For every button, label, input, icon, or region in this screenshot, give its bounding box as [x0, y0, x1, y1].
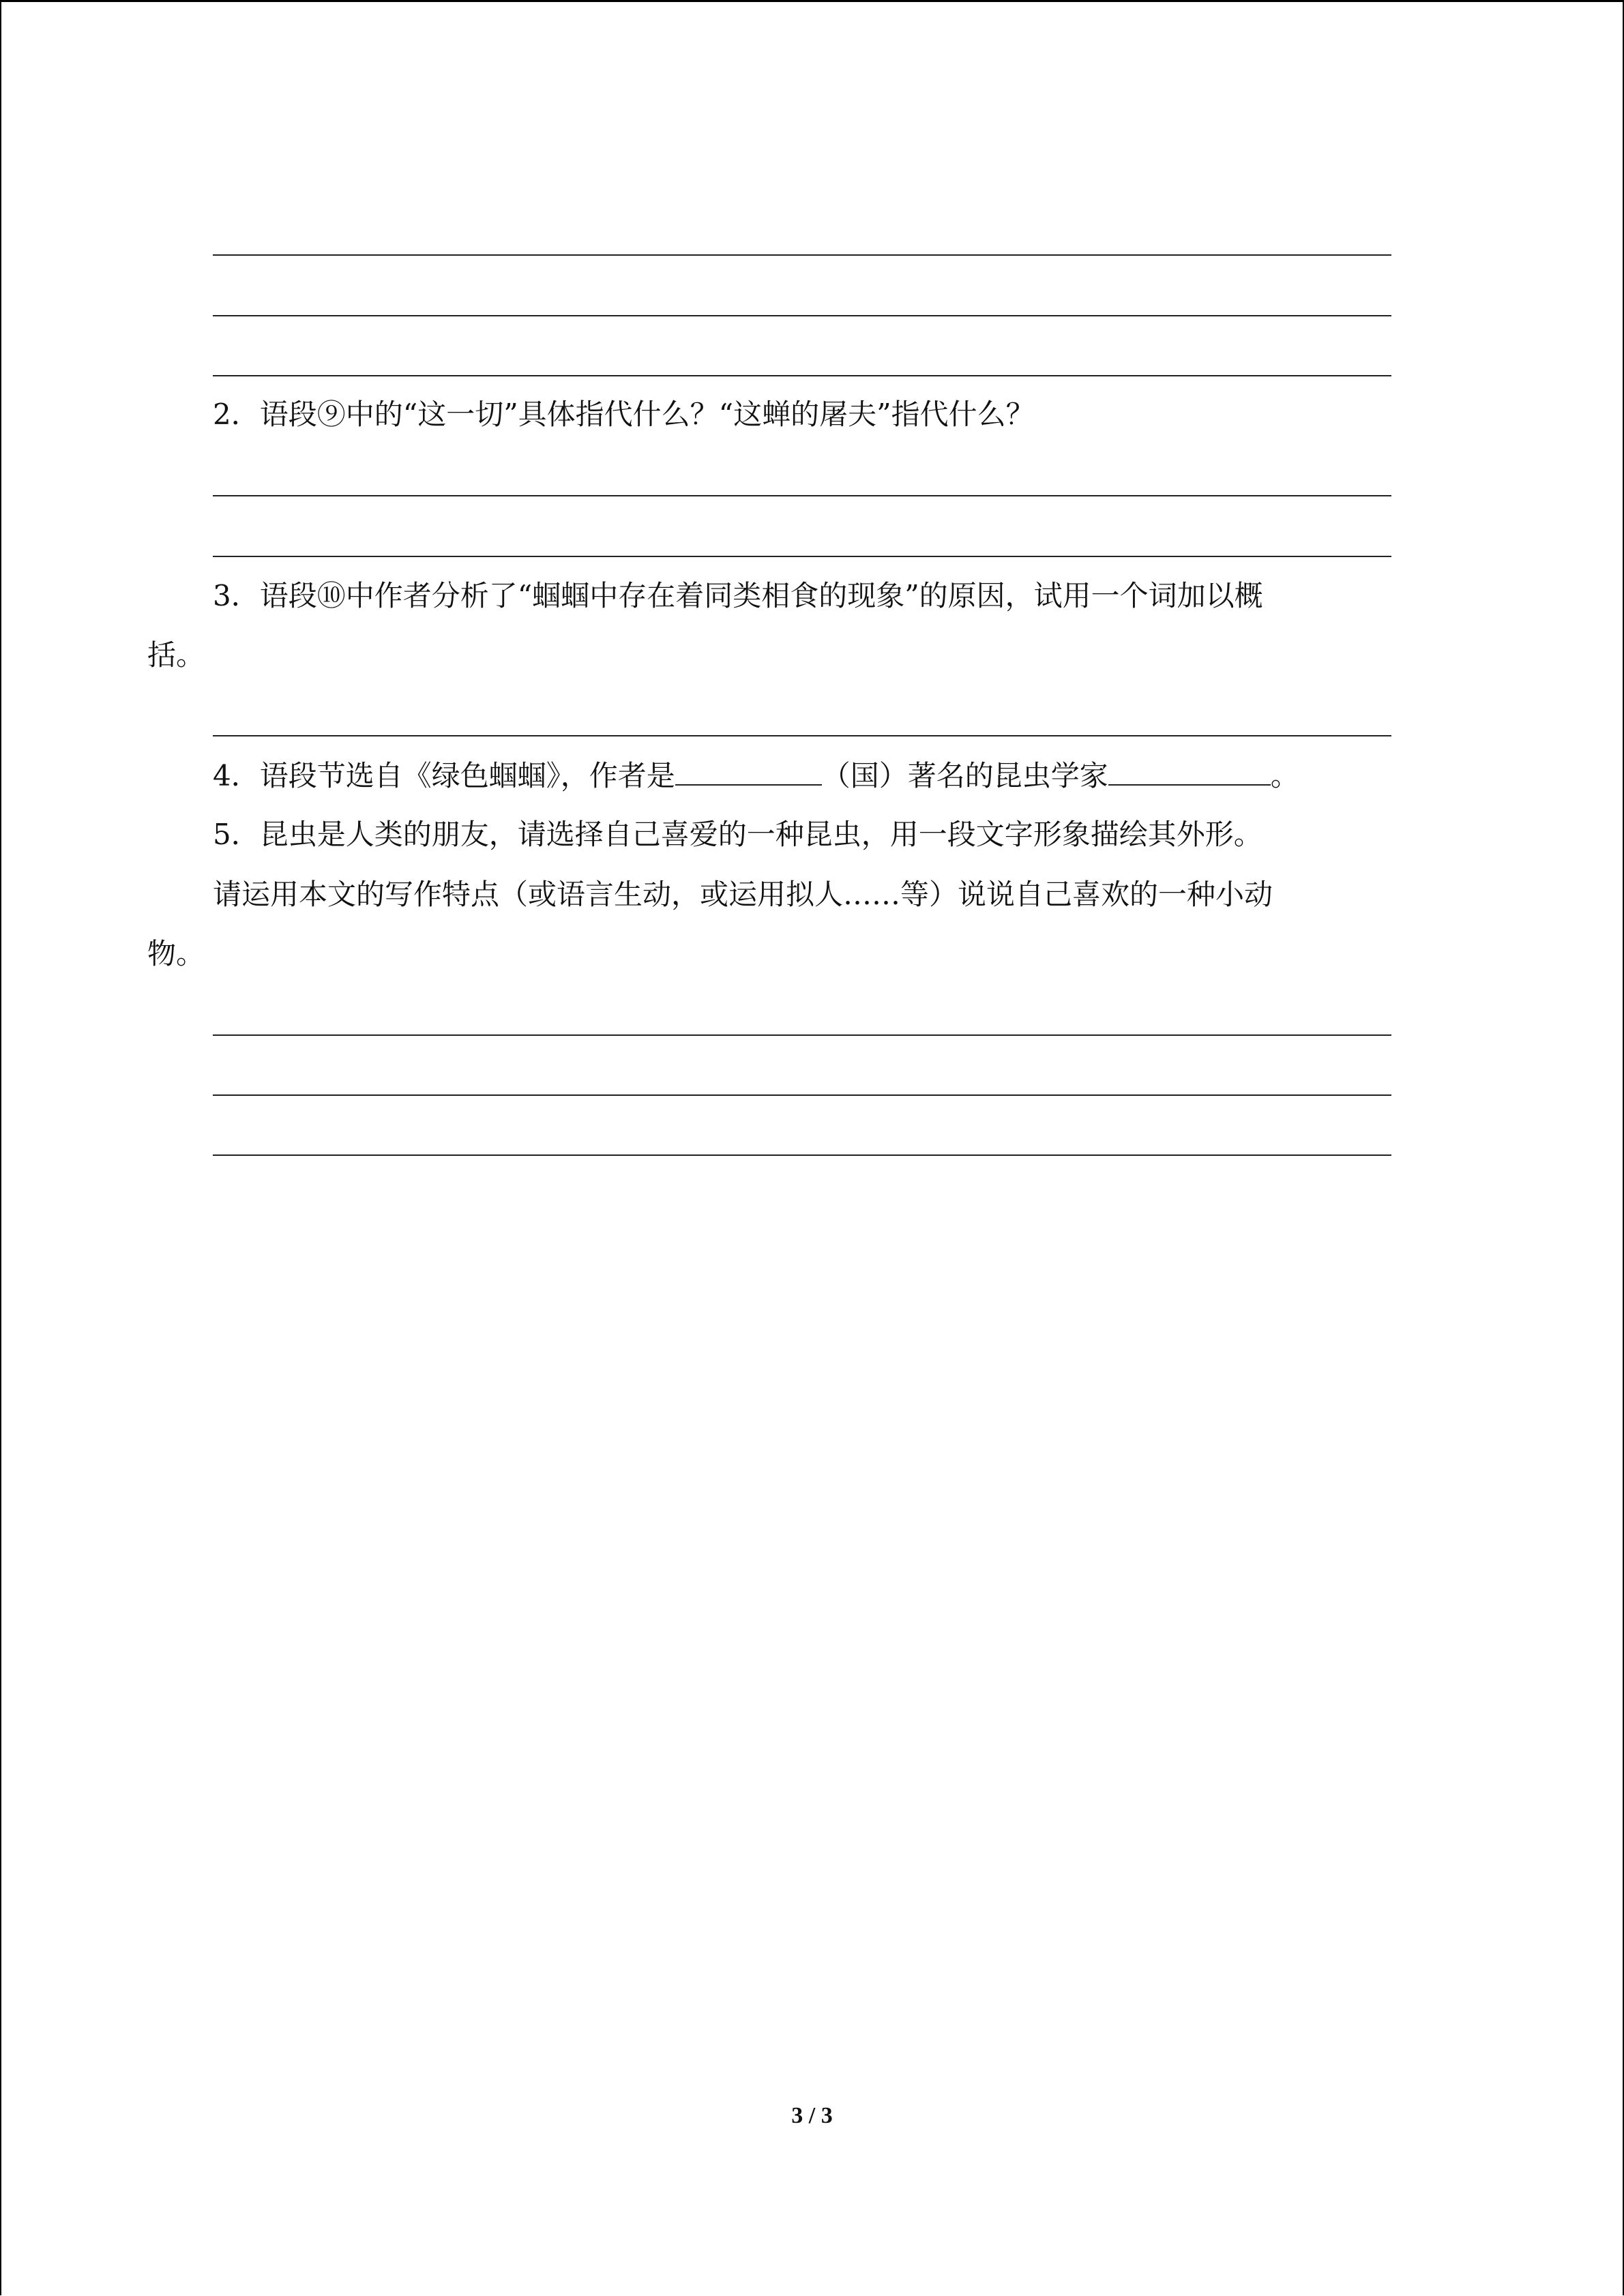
answer-line[interactable] — [213, 495, 1391, 496]
answer-line[interactable] — [213, 254, 1391, 256]
author-name-blank[interactable] — [1108, 757, 1271, 786]
question-4-part1: 4．语段节选自《绿色蝈蝈》，作者是 — [213, 759, 675, 792]
question-6-text: 请运用本文的写作特点（或语言生动，或运用拟人……等）说说自己喜欢的一种小动 — [213, 878, 1273, 911]
page-number: 3 / 3 — [791, 2103, 833, 2128]
question-2-text: 2．语段⑨中的“这一切”具体指代什么？“这蝉的屠夫”指代什么？ — [213, 398, 1035, 431]
question-4-text — [213, 757, 1299, 794]
answer-line[interactable] — [213, 735, 1391, 736]
answer-line[interactable] — [213, 375, 1391, 376]
answer-line[interactable] — [213, 1094, 1391, 1096]
answer-line[interactable] — [213, 315, 1391, 316]
answer-line[interactable] — [213, 556, 1391, 557]
question-4-part2: （国）著名的昆虫学家 — [821, 759, 1108, 792]
question-4-part3: 。 — [1270, 759, 1299, 792]
question-3-text: 3．语段⑩中作者分析了“蝈蝈中存在着同类相食的现象”的原因，试用一个词加以概 — [213, 579, 1263, 612]
answer-line[interactable] — [213, 1154, 1391, 1156]
question-5-text: 5．昆虫是人类的朋友，请选择自己喜爱的一种昆虫，用一段文字形象描绘其外形。 — [213, 818, 1263, 851]
question-3-continuation: 括。 — [147, 638, 205, 672]
author-country-blank[interactable] — [675, 757, 822, 786]
answer-line[interactable] — [213, 1034, 1391, 1036]
question-6-continuation: 物。 — [147, 937, 205, 970]
